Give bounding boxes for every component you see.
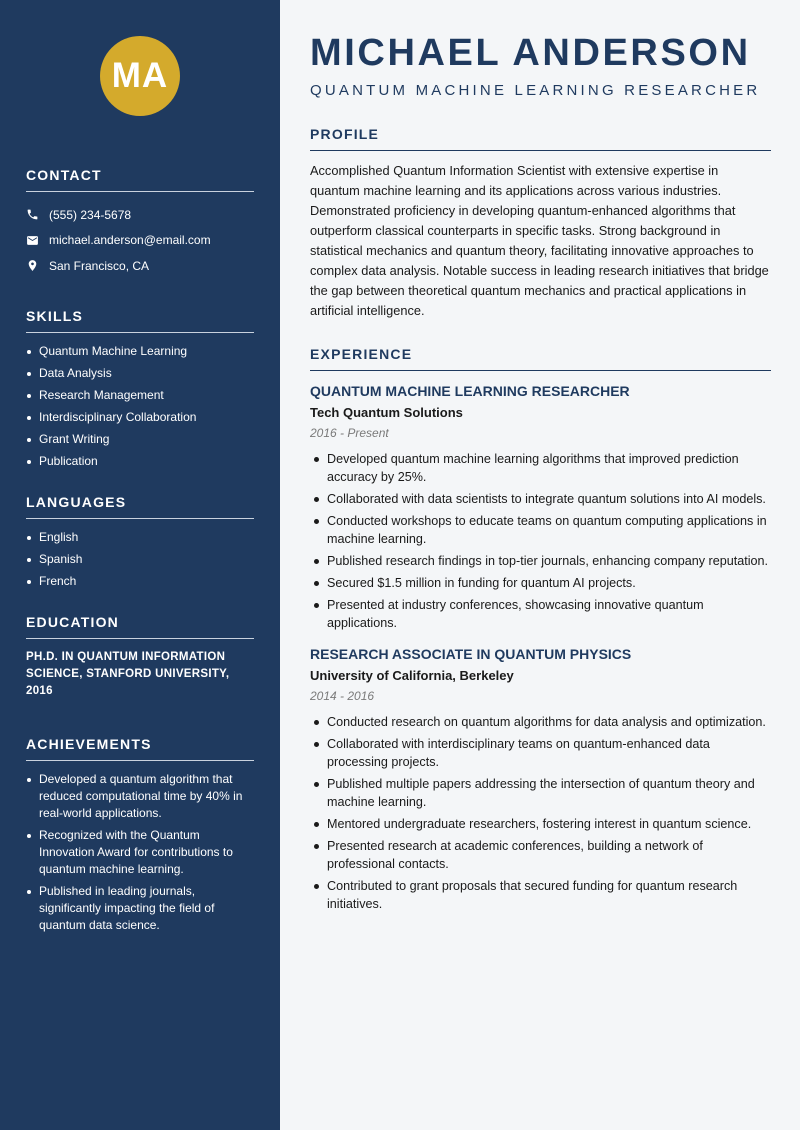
phone-icon (26, 208, 39, 221)
achievement-item: Developed a quantum algorithm that reduced computational time by 40% in real-world applications. (26, 771, 254, 822)
job-bullet: Conducted research on quantum algorithms for data analysis and optimization. (310, 713, 771, 731)
skills-list (26, 343, 254, 470)
job-bullet: Secured $1.5 million in funding for quantum AI projects. (310, 574, 771, 592)
location-pin-icon (26, 259, 39, 272)
profile-section (310, 126, 771, 321)
language-item: Spanish (26, 551, 254, 568)
experience-section (310, 346, 771, 913)
experience-heading: EXPERIENCE (310, 346, 771, 371)
job-bullet: Contributed to grant proposals that secured funding for quantum research initiatives. (310, 877, 771, 913)
achievement-item: Published in leading journals, significantly impacting the field of quantum data science. (26, 883, 254, 934)
languages-heading: LANGUAGES (26, 494, 254, 519)
skill-item: Publication (26, 453, 254, 470)
job-bullet: Conducted workshops to educate teams on quantum computing applications in machine learning. (310, 512, 771, 548)
contact-location (26, 253, 254, 279)
main-content (280, 0, 800, 1130)
location-text: San Francisco, CA (49, 258, 150, 273)
candidate-role: QUANTUM MACHINE LEARNING RESEARCHER (310, 82, 761, 99)
job-title: QUANTUM MACHINE LEARNING RESEARCHER (310, 383, 630, 399)
education-section (26, 614, 254, 700)
candidate-name: MICHAEL ANDERSON (310, 32, 751, 74)
skill-item: Grant Writing (26, 431, 254, 448)
job-entry (310, 646, 771, 913)
skill-item: Quantum Machine Learning (26, 343, 254, 360)
job-dates: 2016 - Present (310, 426, 389, 440)
skill-item: Data Analysis (26, 365, 254, 382)
job-bullet: Developed quantum machine learning algorithms that improved prediction accuracy by 25%. (310, 450, 771, 486)
contact-email (26, 228, 254, 254)
job-company: Tech Quantum Solutions (310, 405, 463, 420)
contact-section (26, 167, 254, 279)
education-heading: EDUCATION (26, 614, 254, 639)
languages-section (26, 494, 254, 590)
job-bullets (310, 713, 771, 913)
avatar-initials: MA (111, 56, 169, 95)
job-bullet: Collaborated with interdisciplinary teams on quantum-enhanced data processing projects. (310, 735, 771, 771)
skills-heading: SKILLS (26, 308, 254, 333)
skill-item: Interdisciplinary Collaboration (26, 409, 254, 426)
skills-section (26, 308, 254, 470)
achievements-section (26, 736, 254, 934)
languages-list (26, 529, 254, 590)
achievement-item: Recognized with the Quantum Innovation Award for contributions to quantum machine learning. (26, 827, 254, 878)
language-item: English (26, 529, 254, 546)
profile-heading: PROFILE (310, 126, 771, 151)
email-icon (26, 234, 39, 247)
job-dates: 2014 - 2016 (310, 689, 375, 703)
profile-text: Accomplished Quantum Information Scientist with extensive expertise in quantum machine learning and its applications across various industries. Demonstrated proficiency in developing quantum-enhanced algorithms that outperform classical counterparts in specific tasks. Strong background in statistical mechanics and quantum theory, facilitating innovative approaches to complex data analysis. Notable success in leading research initiatives that bridge the gap between theoretical quantum mechanics and practical applications in artificial intelligence. (310, 163, 769, 318)
education-degree: PH.D. IN QUANTUM INFORMATION SCIENCE, STANFORD UNIVERSITY, 2016 (26, 650, 230, 697)
contact-heading: CONTACT (26, 167, 254, 192)
achievements-list (26, 771, 254, 934)
sidebar (0, 0, 280, 1130)
achievements-heading: ACHIEVEMENTS (26, 736, 254, 761)
phone-text: (555) 234-5678 (49, 207, 132, 222)
job-company: University of California, Berkeley (310, 668, 514, 683)
job-bullet: Mentored undergraduate researchers, fostering interest in quantum science. (310, 815, 771, 833)
job-title: RESEARCH ASSOCIATE IN QUANTUM PHYSICS (310, 646, 632, 662)
skill-item: Research Management (26, 387, 254, 404)
job-bullet: Presented at industry conferences, showcasing innovative quantum applications. (310, 596, 771, 632)
avatar (100, 36, 180, 116)
job-bullet: Published research findings in top-tier journals, enhancing company reputation. (310, 552, 771, 570)
job-bullets (310, 450, 771, 632)
contact-phone (26, 202, 254, 228)
language-item: French (26, 573, 254, 590)
job-entry (310, 383, 771, 632)
job-bullet: Collaborated with data scientists to integrate quantum solutions into AI models. (310, 490, 771, 508)
job-bullet: Presented research at academic conferences, building a network of professional contacts. (310, 837, 771, 873)
email-text: michael.anderson@email.com (49, 233, 211, 248)
job-bullet: Published multiple papers addressing the intersection of quantum theory and machine learning. (310, 775, 771, 811)
